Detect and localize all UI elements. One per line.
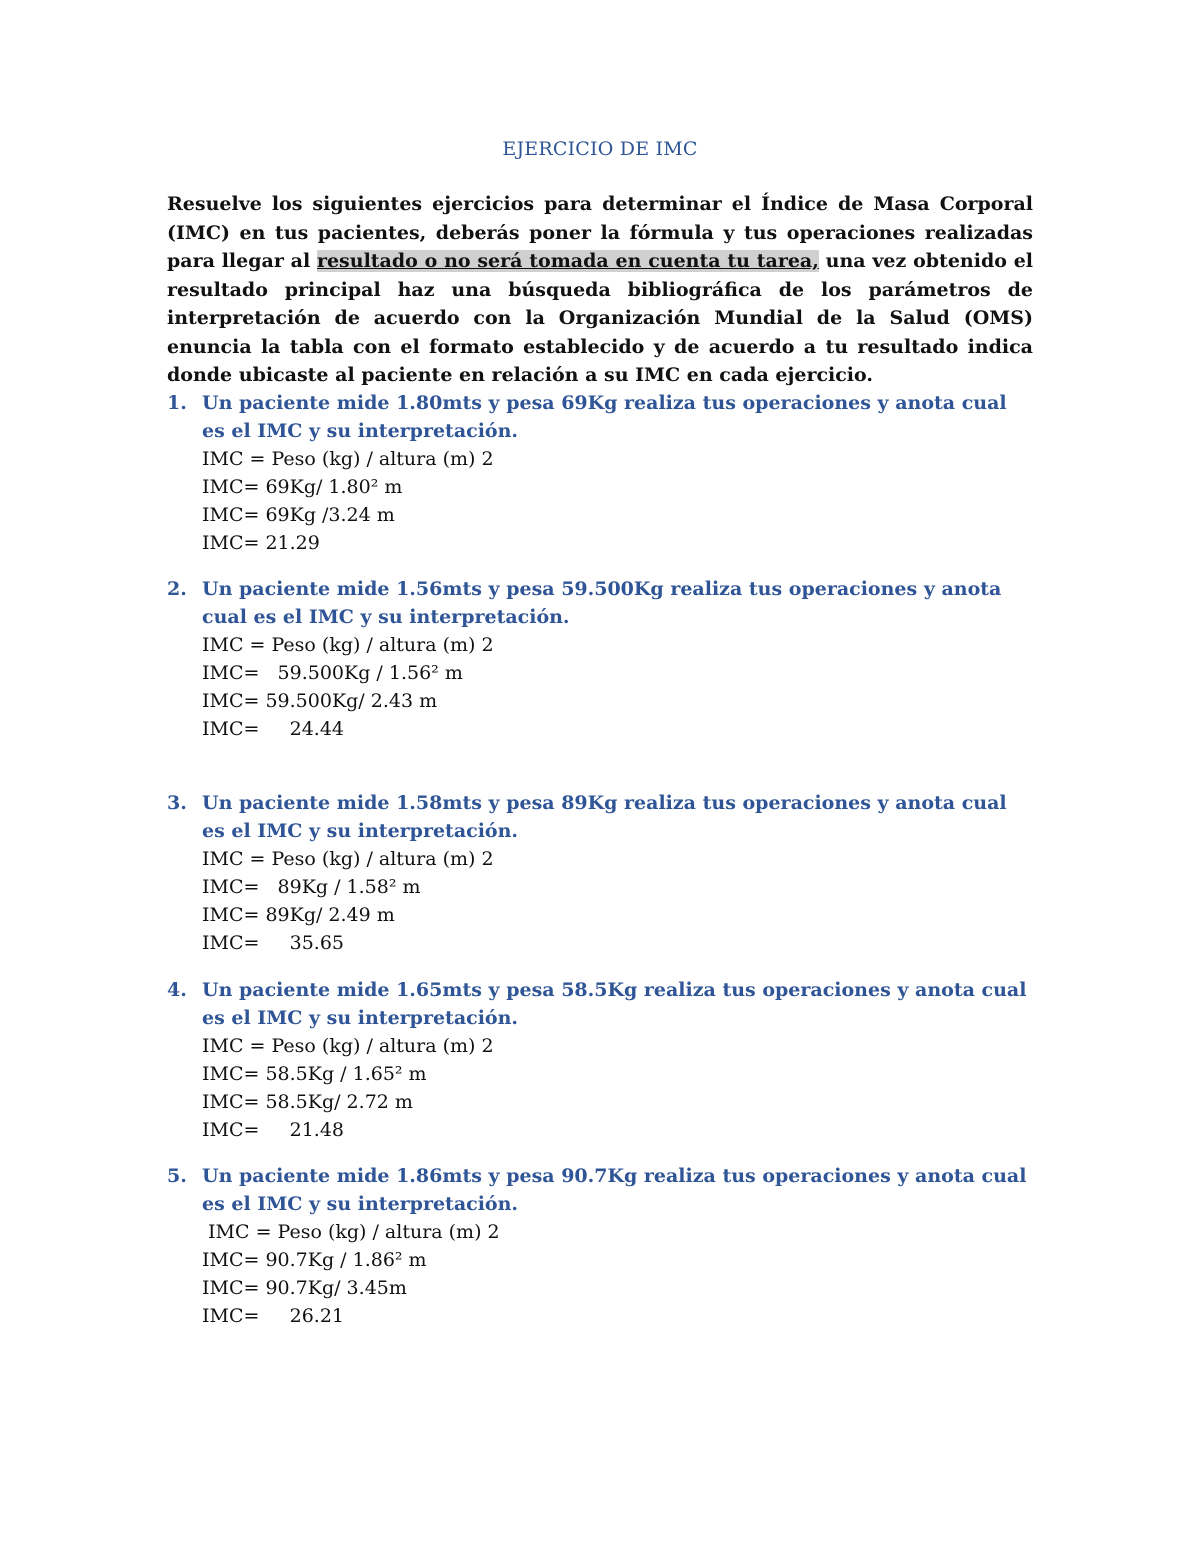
exercise-number: 1. [167,392,187,414]
exercise-number: 5. [167,1165,187,1187]
calc-line: IMC= 59.500Kg/ 2.43 m [202,690,438,712]
instructions-text-start: Resuelve los siguientes ejercicios para determinar el Índice de Masa Corporal (IMC) en tus pacientes, deberás poner la fórmula y tus operaciones realizadas para llegar al [167,193,1033,272]
instructions-text-end: una vez obtenido el resultado principal haz una búsqueda bibliográfica de los parámetros de interpretación de acuerdo con la Organización Mundial de la Salud (OMS) enuncia la tabla con el formato establecido y de acuerdo a tu resultado indica donde ubicaste al paciente en relación a su IMC en cada ejercicio. [167,250,1033,386]
question-text: Un paciente mide 1.86mts y pesa 90.7Kg realiza tus operaciones y anota cual es el IMC y su interpretación. [202,1165,1027,1215]
calc-line: IMC= 59.500Kg / 1.56² m [202,662,463,684]
highlighted-warning: resultado o no será tomada en cuenta tu tarea, [316,250,819,272]
calc-line: IMC= 58.5Kg / 1.65² m [202,1063,427,1085]
exercise-question [167,575,1033,631]
calc-line: IMC = Peso (kg) / altura (m) 2 [202,1221,500,1243]
exercise-question [167,389,1033,445]
exercise-number: 4. [167,979,187,1001]
question-text: Un paciente mide 1.80mts y pesa 69Kg realiza tus operaciones y anota cual es el IMC y su interpretación. [202,392,1007,442]
calc-result: IMC= 21.48 [202,1119,345,1141]
question-text: Un paciente mide 1.58mts y pesa 89Kg realiza tus operaciones y anota cual es el IMC y su interpretación. [202,792,1007,842]
calc-line: IMC = Peso (kg) / altura (m) 2 [202,634,494,656]
calc-line: IMC = Peso (kg) / altura (m) 2 [202,848,494,870]
exercise-question [167,1162,1033,1218]
exercise-question [167,976,1033,1032]
calc-result: IMC= 35.65 [202,932,345,954]
calc-line: IMC = Peso (kg) / altura (m) 2 [202,448,494,470]
calc-result: IMC= 21.29 [202,532,320,554]
calc-line: IMC= 90.7Kg / 1.86² m [202,1249,427,1271]
exercise-1 [167,389,1033,557]
exercise-question [167,789,1033,845]
exercise-3 [167,789,1033,957]
calc-line: IMC= 89Kg / 1.58² m [202,876,421,898]
calc-line: IMC= 69Kg/ 1.80² m [202,476,403,498]
calc-line: IMC = Peso (kg) / altura (m) 2 [202,1035,494,1057]
calc-line: IMC= 69Kg /3.24 m [202,504,395,526]
instructions-paragraph [167,190,1033,390]
exercise-5 [167,1162,1033,1330]
calc-line: IMC= 89Kg/ 2.49 m [202,904,395,926]
exercise-4 [167,976,1033,1144]
document-title: EJERCICIO DE IMC [502,138,698,160]
question-text: Un paciente mide 1.65mts y pesa 58.5Kg realiza tus operaciones y anota cual es el IMC y su interpretación. [202,979,1027,1029]
calc-result: IMC= 24.44 [202,718,345,740]
question-text: Un paciente mide 1.56mts y pesa 59.500Kg realiza tus operaciones y anota cual es el IMC y su interpretación. [202,578,1002,628]
calc-result: IMC= 26.21 [202,1305,345,1327]
exercise-2 [167,575,1033,743]
exercise-number: 3. [167,792,187,814]
exercise-number: 2. [167,578,187,600]
calc-line: IMC= 90.7Kg/ 3.45m [202,1277,407,1299]
calc-line: IMC= 58.5Kg/ 2.72 m [202,1091,413,1113]
